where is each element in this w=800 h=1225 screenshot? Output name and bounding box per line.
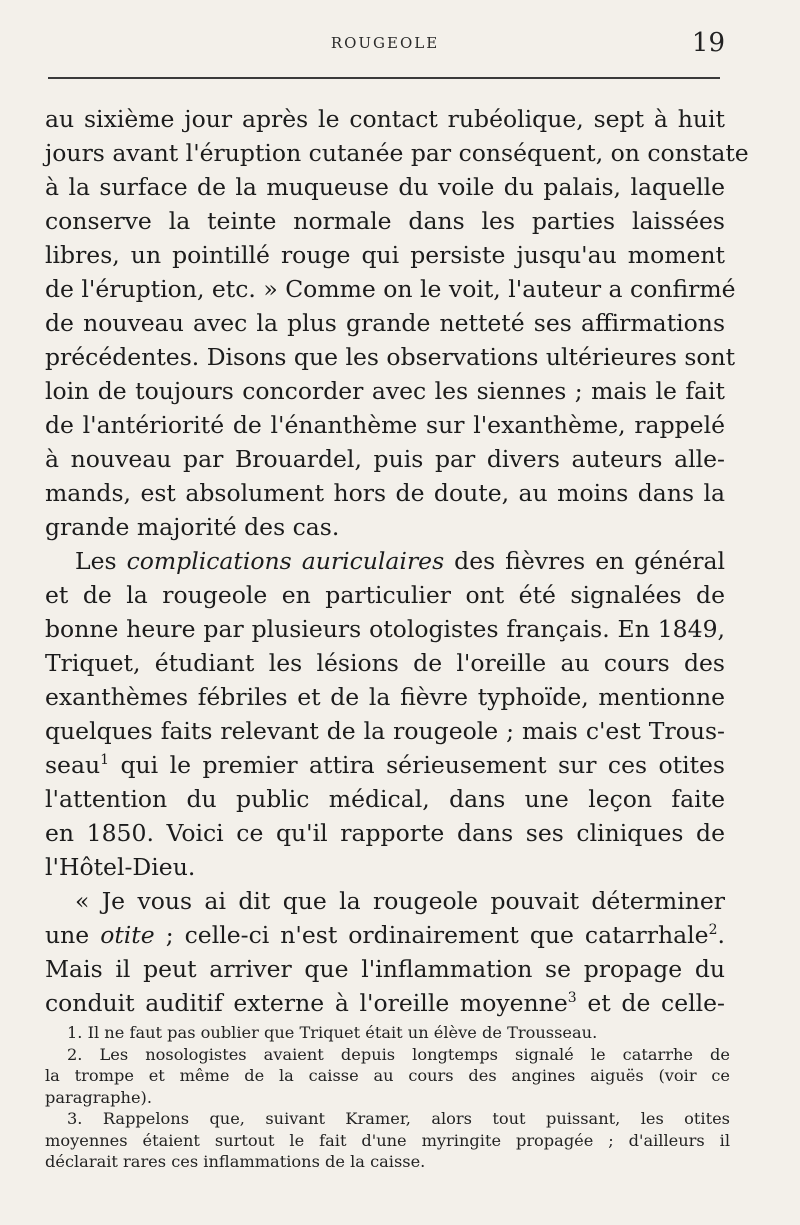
text-line: exanthèmes fébriles et de la fièvre typhoïde, mentionne <box>45 683 725 711</box>
text-line: mands, est absolument hors de doute, au moins dans la <box>45 479 725 507</box>
text-line: conserve la teinte normale dans les parties laissées <box>45 207 725 235</box>
text-run: . <box>717 921 725 949</box>
text-line <box>45 918 725 952</box>
text-line: l'Hôtel-Dieu. <box>45 853 196 881</box>
page-number: 19 <box>691 28 725 58</box>
footnote-2-line: paragraphe). <box>45 1087 152 1107</box>
italic-word: otite <box>100 921 155 949</box>
text-line: à la surface de la muqueuse du voile du palais, laquelle <box>45 173 725 201</box>
text-line <box>45 544 725 578</box>
text-line <box>45 748 725 782</box>
paragraph-2 <box>45 544 725 884</box>
text-run: Les <box>75 547 127 575</box>
header-rule <box>48 77 720 79</box>
text-run: conduit auditif externe à l'oreille moyenne <box>45 989 568 1017</box>
footnote-3-line: moyennes étaient surtout le fait d'une myringite propagée ; d'ailleurs il <box>45 1130 730 1150</box>
text-line: de l'antériorité de l'énanthème sur l'exanthème, rappelé <box>45 411 725 439</box>
page-header <box>45 28 725 62</box>
text-line: grande majorité des cas. <box>45 513 340 541</box>
text-line: en 1850. Voici ce qu'il rapporte dans ses cliniques de <box>45 819 725 847</box>
paragraph-3 <box>45 884 725 1020</box>
footnote-2-line: la trompe et même de la caisse au cours des angines aiguës (voir ce <box>45 1066 730 1085</box>
footnote-3-line: déclarait rares ces inflammations de la caisse. <box>45 1152 426 1171</box>
italic-phrase: complications auriculaires <box>126 547 445 575</box>
footnote-ref-2[interactable]: 2 <box>708 922 718 939</box>
text-line: de l'éruption, etc. » Comme on le voit, l'auteur a confirmé <box>45 275 736 303</box>
text-run: des fièvres en général <box>444 547 726 575</box>
text-run: une <box>45 921 101 949</box>
footnote-2-line: 2. Les nosologistes avaient depuis longtemps signalé le catarrhe de <box>67 1044 730 1064</box>
text-line: « Je vous ai dit que la rougeole pouvait déterminer <box>75 887 725 915</box>
text-line: bonne heure par plusieurs otologistes français. En 1849, <box>45 615 725 643</box>
text-run: seau <box>45 751 101 779</box>
text-line: Triquet, étudiant les lésions de l'oreille au cours des <box>45 649 725 677</box>
running-title: ROUGEOLE <box>330 34 440 52</box>
footnote-3-line: 3. Rappelons que, suivant Kramer, alors tout puissant, les otites <box>67 1109 730 1128</box>
text-line: quelques faits relevant de la rougeole ; mais c'est Trous- <box>45 717 725 745</box>
paragraph-1 <box>45 102 749 544</box>
footnote-ref-1[interactable]: 1 <box>100 752 110 769</box>
text-line: Mais il peut arriver que l'inflammation se propage du <box>45 955 725 983</box>
footnote-1: 1. Il ne faut pas oublier que Triquet était un élève de Trousseau. <box>67 1023 598 1042</box>
text-line: l'attention du public médical, dans une leçon faite <box>45 785 725 813</box>
text-line: jours avant l'éruption cutanée par conséquent, on constate <box>45 139 749 167</box>
text-run: et de celle- <box>576 989 725 1017</box>
text-line: précédentes. Disons que les observations ultérieures sont <box>45 343 736 371</box>
text-line: de nouveau avec la plus grande netteté ses affirmations <box>45 309 725 337</box>
body-text <box>45 102 749 1020</box>
text-line: libres, un pointillé rouge qui persiste jusqu'au moment <box>45 241 725 269</box>
text-line: et de la rougeole en particulier ont été signalées de <box>45 581 725 609</box>
text-line: à nouveau par Brouardel, puis par divers auteurs alle- <box>45 445 725 473</box>
text-line: loin de toujours concorder avec les siennes ; mais le fait <box>45 377 725 405</box>
footnote-ref-3[interactable]: 3 <box>567 990 577 1007</box>
text-line <box>45 986 725 1020</box>
text-run: ; celle-ci n'est ordinairement que catarrhale <box>154 921 709 949</box>
text-line: au sixième jour après le contact rubéolique, sept à huit <box>45 105 725 133</box>
footnotes <box>45 1022 730 1173</box>
text-run: qui le premier attira sérieusement sur ces otites <box>109 751 725 779</box>
